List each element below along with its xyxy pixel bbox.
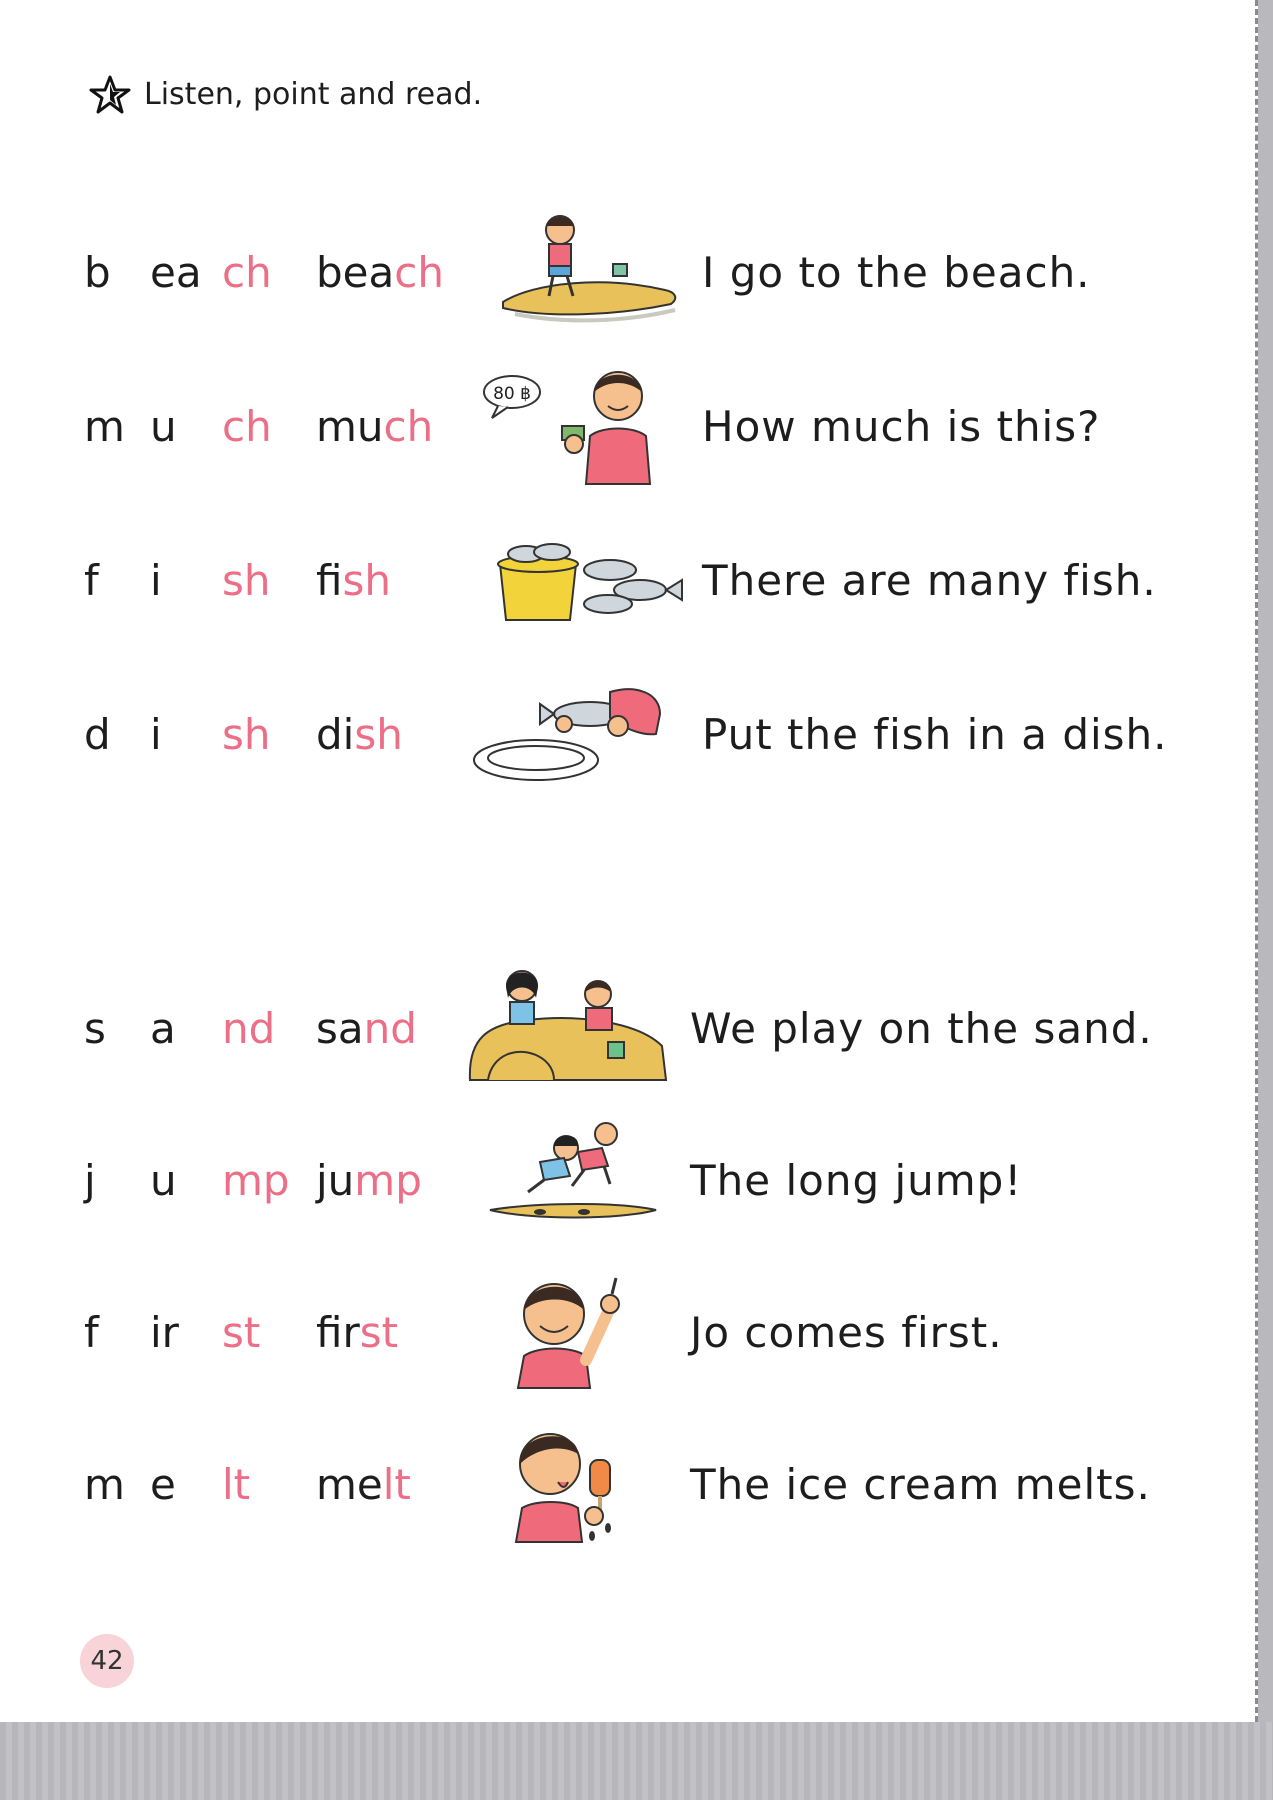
fish-and-dish-icon (470, 674, 670, 794)
phonics-row-sand (0, 968, 1240, 1088)
phonics-row-jump (0, 1120, 1240, 1240)
word-start: di (316, 709, 355, 759)
word-ending: ch (383, 401, 434, 451)
phoneme-2: a (150, 1003, 176, 1053)
sentence: The ice cream melts. (690, 1459, 1151, 1509)
phoneme-1: b (84, 247, 111, 297)
instruction (88, 74, 482, 114)
phoneme-2: i (150, 555, 162, 605)
instruction-text: Listen, point and read. (144, 76, 483, 112)
phoneme-2: i (150, 709, 162, 759)
phoneme-1: m (84, 401, 125, 451)
boy-melting-icecream-icon (482, 1424, 682, 1544)
phoneme-1: j (84, 1155, 96, 1205)
word (316, 212, 444, 332)
page-number: 42 (80, 1634, 134, 1688)
sentence: How much is this? (702, 401, 1101, 451)
word-ending: mp (354, 1155, 422, 1205)
word (316, 1120, 422, 1240)
phoneme-1: s (84, 1003, 106, 1053)
word-ending: lt (382, 1459, 411, 1509)
word-start: ju (316, 1155, 355, 1205)
phoneme-3: sh (222, 709, 271, 759)
word-start: me (316, 1459, 383, 1509)
phoneme-1: f (84, 555, 99, 605)
sentence: I go to the beach. (702, 247, 1091, 297)
phonics-row-first (0, 1272, 1240, 1392)
sentence: We play on the sand. (690, 1003, 1153, 1053)
phonics-row-melt (0, 1424, 1240, 1544)
star-icon (88, 74, 132, 114)
word (316, 1272, 398, 1392)
word-start: fi (316, 555, 343, 605)
boy-with-money-icon (478, 366, 678, 486)
word-ending: ch (394, 247, 444, 297)
phonics-row-beach (0, 212, 1240, 332)
price-tag: 80 ฿ (493, 384, 531, 404)
word (316, 520, 391, 640)
phonics-row-dish (0, 674, 1240, 794)
phoneme-2: u (150, 401, 177, 451)
word-ending: nd (363, 1003, 417, 1053)
kids-long-jump-icon (480, 1120, 680, 1240)
phoneme-1: f (84, 1307, 99, 1357)
sentence: The long jump! (690, 1155, 1023, 1205)
phoneme-3: st (222, 1307, 261, 1357)
word (316, 968, 417, 1088)
word-ending: st (359, 1307, 399, 1357)
word-start: fir (316, 1307, 360, 1357)
scan-background (0, 1722, 1273, 1800)
phoneme-3: sh (222, 555, 271, 605)
phoneme-3: lt (222, 1459, 251, 1509)
phoneme-3: nd (222, 1003, 276, 1053)
phonics-row-fish (0, 520, 1240, 640)
phoneme-3: ch (222, 401, 272, 451)
sentence: Put the fish in a dish. (702, 709, 1168, 759)
phoneme-3: ch (222, 247, 272, 297)
kids-playing-sand-icon (468, 968, 668, 1088)
phoneme-2: e (150, 1459, 176, 1509)
boy-pointing-up-icon (478, 1272, 678, 1392)
word-start: bea (316, 247, 395, 297)
phoneme-2: ir (150, 1307, 179, 1357)
phoneme-1: m (84, 1459, 125, 1509)
phoneme-1: d (84, 709, 111, 759)
word (316, 1424, 411, 1544)
phoneme-2: ea (150, 247, 202, 297)
word (316, 674, 403, 794)
word-ending: sh (342, 555, 391, 605)
word-ending: sh (354, 709, 403, 759)
sentence: Jo comes first. (690, 1307, 1003, 1357)
sentence: There are many fish. (702, 555, 1157, 605)
phoneme-2: u (150, 1155, 177, 1205)
word (316, 366, 433, 486)
phoneme-3: mp (222, 1155, 290, 1205)
word-start: sa (316, 1003, 364, 1053)
word-start: mu (316, 401, 384, 451)
basket-of-fish-icon (490, 520, 690, 640)
boy-on-beach-icon (495, 212, 695, 332)
phonics-row-much (0, 366, 1240, 486)
